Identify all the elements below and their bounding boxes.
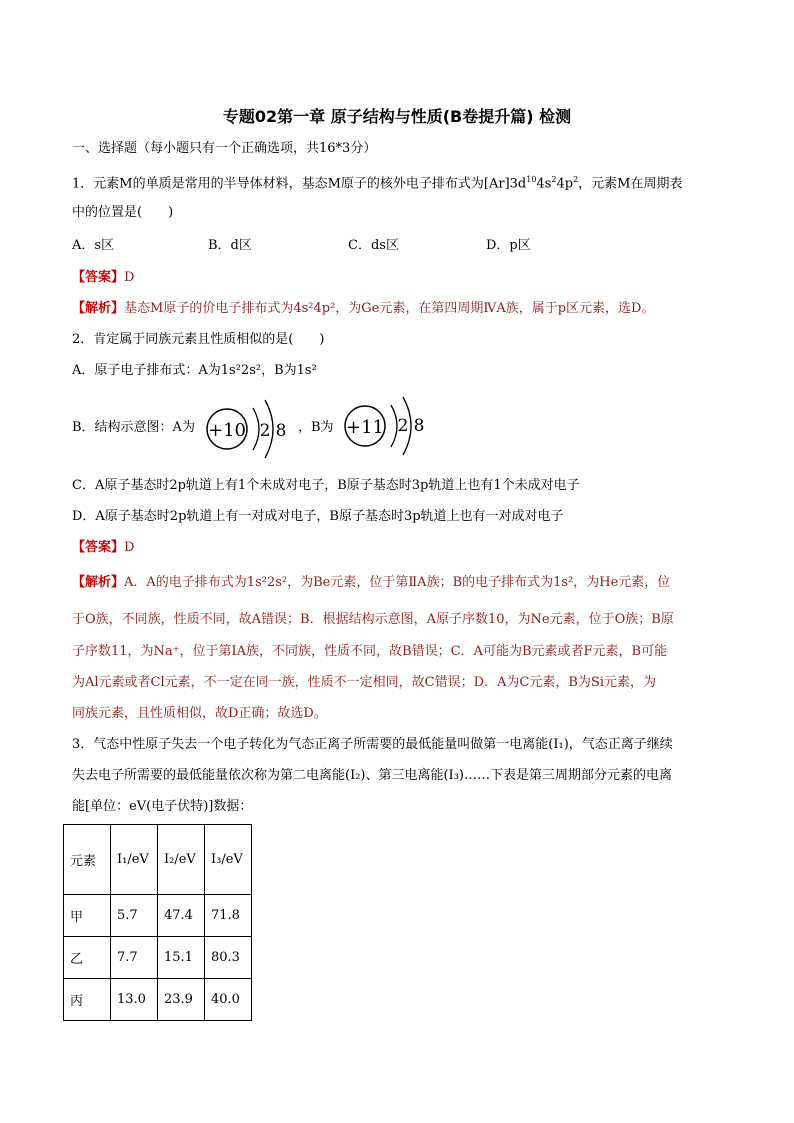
table-header-cell: 元素 <box>64 825 111 895</box>
section-heading: 一、选择题（每小题只有一个正确选项，共16*3分） <box>72 141 377 156</box>
table-header-cell: I₃/eV <box>205 825 252 895</box>
table-cell: 15.1 <box>158 937 205 979</box>
atom-a-shell1-arc <box>253 408 259 450</box>
page-title: 专题02第一章 原子结构与性质(B卷提升篇) 检测 <box>222 107 572 126</box>
q2-analysis-line-3: 子序数11，为Na⁺，位于第IA族，不同族，性质不同，故B错误；C．A可能为B元素或者F元素，B可能 <box>72 644 668 659</box>
table-header-cell: I₂/eV <box>158 825 205 895</box>
table-cell: 23.9 <box>158 979 205 1021</box>
table-cell: 甲 <box>64 895 111 937</box>
q2-option-b-pre: B．结构示意图：A为 <box>72 420 195 435</box>
q3-line-2: 失去电子所需要的最低能量依次称为第二电离能(I₂)、第三电离能(I₃)……下表是第三周期部分元素的电离 <box>72 768 672 783</box>
q1-option-b: B．d区 <box>208 238 252 253</box>
table-cell: 乙 <box>64 937 111 979</box>
q1-answer: 【答案】D <box>72 270 135 285</box>
atom-b-nucleus: +11 <box>346 417 384 438</box>
q1-option-d: D．p区 <box>486 238 531 253</box>
q2-analysis-line-2: 于O族，不同族，性质不同，故A错误；B．根据结构示意图，A原子序数10，为Ne元素，位于O族；B原 <box>72 612 674 627</box>
atom-b-shell2: 8 <box>413 416 425 436</box>
q1-option-a: A．s区 <box>72 238 115 253</box>
atom-a-nucleus: +10 <box>208 420 246 441</box>
table-row <box>64 937 252 979</box>
q1-option-c: C．ds区 <box>348 238 399 253</box>
q2-analysis-line-5: 同族元素，且性质相似，故D正确；故选D。 <box>72 706 327 721</box>
q2-answer: 【答案】D <box>72 540 135 555</box>
table-header-row <box>64 825 252 895</box>
q1-analysis: 【解析】基态M原子的价电子排布式为4s²4p²，为Ge元素，在第四周期ⅣA族，属于p区元素，选D。 <box>72 301 655 316</box>
table-header-cell: I₁/eV <box>111 825 158 895</box>
table-row <box>64 979 252 1021</box>
q2-stem: 2．肯定属于同族元素且性质相似的是( ) <box>72 332 325 347</box>
atom-a-shell2: 8 <box>275 421 287 441</box>
q1-stem-cont: 中的位置是( ) <box>72 205 174 220</box>
atom-b-shell1-arc <box>391 405 397 447</box>
table-cell: 5.7 <box>111 895 158 937</box>
table-row <box>64 895 252 937</box>
atom-a-shell1: 2 <box>259 421 271 441</box>
q2-analysis-line-1: 【解析】A．A的电子排布式为1s²2s²，为Be元素，位于第ⅡA族；B的电子排布式为1s²，为He元素，位 <box>72 575 671 590</box>
q2-option-c: C．A原子基态时2p轨道上有1个未成对电子，B原子基态时3p轨道上也有1个未成对电子 <box>72 478 580 493</box>
atom-structure-a <box>203 398 293 460</box>
q1-stem: 1．元素M的单质是常用的半导体材料，基态M原子的核外电子排布式为$[Ar]3d^{10}4s^24p^2$，元素M在周期表 <box>72 175 683 192</box>
table-cell: 71.8 <box>205 895 252 937</box>
q2-option-b-mid: ，B为 <box>298 420 334 435</box>
q3-line-3: 能[单位：eV(电子伏特)]数据： <box>72 799 253 814</box>
table-cell: 47.4 <box>158 895 205 937</box>
q3-line-1: 3．气态中性原子失去一个电子转化为气态正离子所需要的最低能量叫做第一电离能(I₁)，气态正离子继续 <box>72 737 673 752</box>
table-cell: 丙 <box>64 979 111 1021</box>
q2-option-d: D．A原子基态时2p轨道上有一对成对电子，B原子基态时3p轨道上也有一对成对电子 <box>72 509 564 524</box>
atom-b-shell1: 2 <box>397 416 409 436</box>
table-cell: 7.7 <box>111 937 158 979</box>
q2-analysis-line-4: 为Al元素或者Cl元素，不一定在同一族，性质不一定相同，故C错误；D．A为C元素，B为Si元素，为 <box>72 675 656 690</box>
table-cell: 13.0 <box>111 979 158 1021</box>
table-cell: 80.3 <box>205 937 252 979</box>
atom-structure-b <box>341 395 431 457</box>
table-cell: 40.0 <box>205 979 252 1021</box>
q2-option-a: A．原子电子排布式：A为1s²2s²，B为1s² <box>72 363 317 378</box>
ionization-energy-table <box>63 824 252 1021</box>
